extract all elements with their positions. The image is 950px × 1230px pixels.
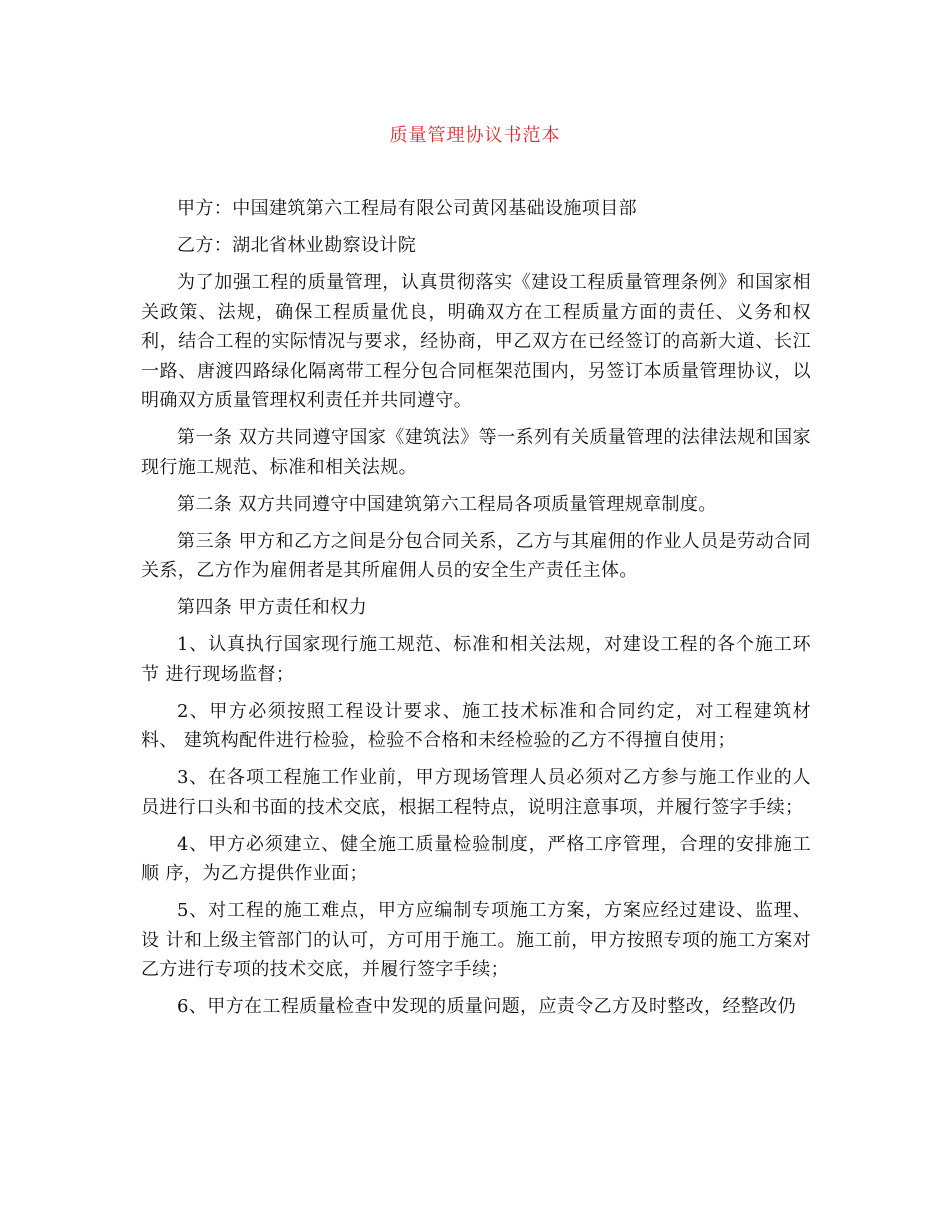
article-4-item-1: 1、认真执行国家现行施工规范、标准和相关法规，对建设工程的各个施工环节 进行现场监督；: [141, 634, 811, 685]
article-2: 第二条 双方共同遵守中国建筑第六工程局各项质量管理规章制度。: [177, 493, 717, 515]
document-title: 质量管理协议书范本: [389, 125, 561, 146]
article-1: 第一条 双方共同遵守国家《建筑法》等一系列有关质量管理的法律法规和国家现行施工规范、标准和相关法规。: [141, 427, 811, 478]
article-4-item-4: 4、甲方必须建立、健全施工质量检验制度，严格工序管理，合理的安排施工顺 序，为乙方提供作业面；: [141, 833, 811, 884]
article-4-item-3: 3、在各项工程施工作业前，甲方现场管理人员必须对乙方参与施工作业的人员进行口头和书面的技术交底，根据工程特点，说明注意事项，并履行签字手续；: [141, 767, 811, 818]
article-4-item-5: 5、对工程的施工难点，甲方应编制专项施工方案，方案应经过建设、监理、设 计和上级主管部门的认可，方可用于施工。施工前，甲方按照专项的施工方案对乙方进行专项的技术交底，并履行签字手续；: [141, 900, 811, 980]
article-3: 第三条 甲方和乙方之间是分包合同关系，乙方与其雇佣的作业人员是劳动合同关系，乙方作为雇佣者是其所雇佣人员的安全生产责任主体。: [141, 530, 811, 581]
party-b-line: 乙方：湖北省林业勘察设计院: [177, 235, 417, 256]
document-body: [141, 194, 811, 1029]
preamble-paragraph: 为了加强工程的质量管理，认真贯彻落实《建设工程质量管理条例》和国家相关政策、法规，确保工程质量优良，明确双方在工程质量方面的责任、义务和权利，结合工程的实际情况与要求，经协商，甲乙双方在已经签订的高新大道、长江一路、唐渡四路绿化隔离带工程分包合同框架范围内，另签订本质量管理协议，以明确双方质量管理权利责任并共同遵守。: [141, 272, 811, 411]
article-4-item-2: 2、甲方必须按照工程设计要求、施工技术标准和合同约定，对工程建筑材料、 建筑构配件进行检验，检验不合格和未经检验的乙方不得擅自使用；: [141, 700, 811, 751]
article-4-heading: 第四条 甲方责任和权力: [177, 597, 368, 618]
party-a-line: 甲方：中国建筑第六工程局有限公司黄冈基础设施项目部: [177, 198, 637, 219]
article-4-item-6: 6、甲方在工程质量检查中发现的质量问题，应责令乙方及时整改，经整改仍: [177, 996, 797, 1017]
